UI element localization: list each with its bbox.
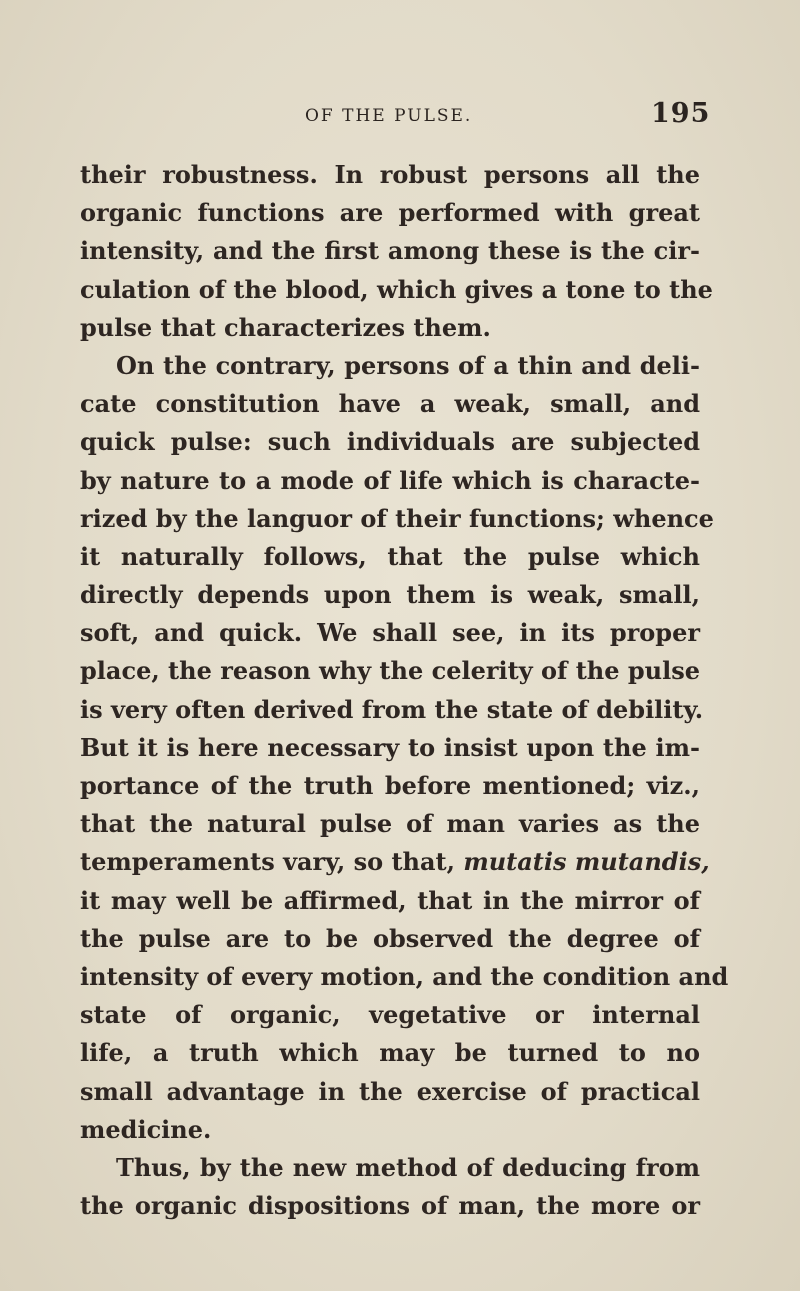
text-line: is very often derived from the state of debility. [80,694,704,724]
text-segment: temperaments vary, so that, [80,847,464,877]
text-line: their robustness. In robust persons all the [80,160,700,189]
text-line: the pulse are to be observed the degree of [80,923,700,953]
text-line: cate constitution have a weak, small, and [80,389,700,419]
text-line: small advantage in the exercise of practical [80,1076,700,1106]
text-line: quick pulse: such individuals are subjected [80,427,700,457]
text-line: But it is here necessary to insist upon the im- [80,732,700,762]
text-line: soft, and quick. We shall see, in its proper [80,618,700,648]
text-line: place, the reason why the celerity of the pulse [80,656,700,686]
text-line: On the contrary, persons of a thin and deli- [116,350,700,380]
text-line: it naturally follows, that the pulse which [80,541,700,571]
text-line: the organic dispositions of man, the more or [80,1191,700,1221]
page-number: 195 [651,98,711,129]
body-text [80,156,729,1225]
text-line: pulse that characterizes them. [80,312,491,342]
text-line: life, a truth which may be turned to no [80,1038,700,1068]
text-line: directly depends upon them is weak, small, [80,580,700,610]
running-head [0,98,800,138]
text-line: it may well be affirmed, that in the mirror of [80,885,700,915]
text-line: culation of the blood, which gives a tone to the [80,274,713,304]
text-line: organic functions are performed with great [80,198,700,228]
text-line: medicine. [80,1114,212,1144]
text-line: that the natural pulse of man varies as the [80,809,700,839]
text-line: intensity of every motion, and the condition and [80,961,729,991]
text-line: Thus, by the new method of deducing from [116,1152,700,1182]
text-line: portance of the truth before mentioned; viz., [80,771,700,800]
text-line: rized by the languor of their functions; whence [80,503,714,533]
running-head-title: OF THE PULSE. [305,106,473,126]
text-line: intensity, and the first among these is the cir- [80,236,700,266]
italic-phrase: mutatis mutandis, [463,847,710,877]
text-line: state of organic, vegetative or internal [80,1000,700,1030]
text-line: by nature to a mode of life which is characte- [80,465,700,495]
text-line [80,843,710,881]
